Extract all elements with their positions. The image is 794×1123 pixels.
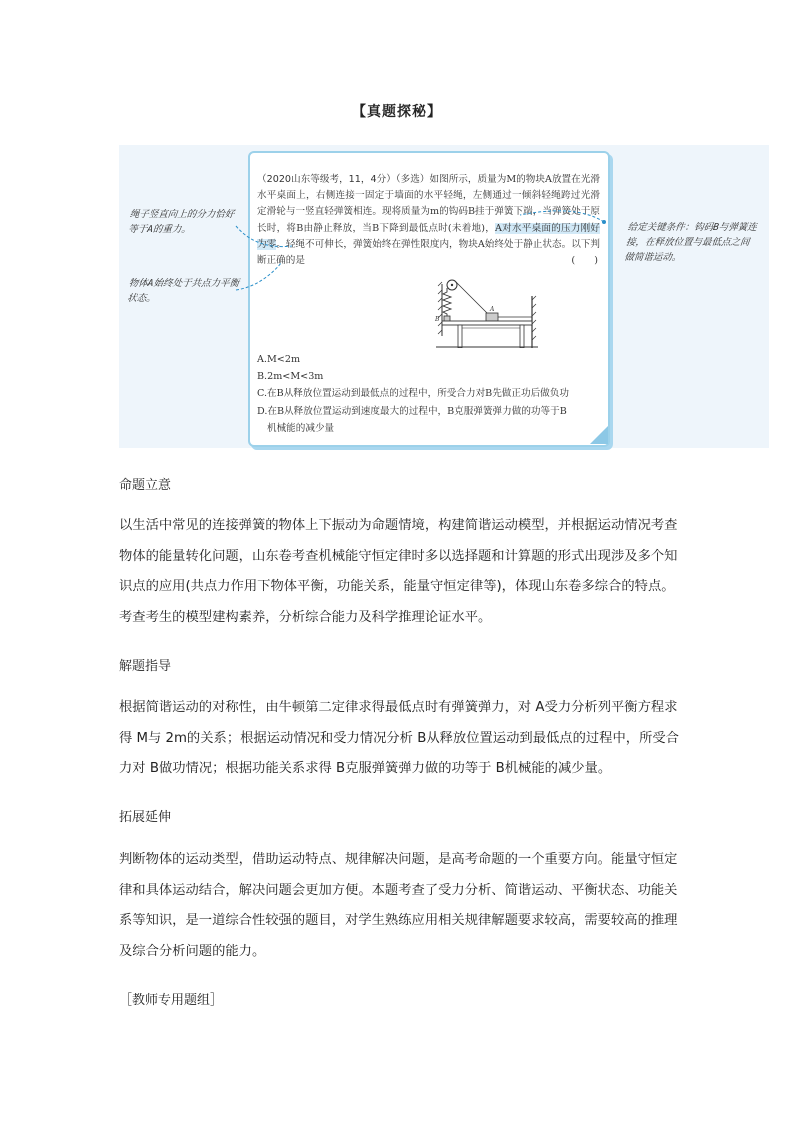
option-d-cont: 机械能的减少量 [267,422,335,434]
option-a: A.M<2m [257,354,301,365]
stem-part2: 。轻绳不可伸长，弹簧始终在弹性限度内，物块A始终处于静止状态。以下判断正确的是 [257,238,601,267]
note-left-bottom: 物体A始终处于共点力平衡状态。 [126,278,240,304]
section-title: 【真题探秘】 [352,104,442,120]
para-extend: 判断物体的运动类型，借助运动特点、规律解决问题，是高考命题的一个重要方向。能量守恒定律和具体运动结合，解决问题会更加方便。本题考查了受力分析、简谐运动、平衡状态、功能关系等知识，是一道综合性较强的题目，对学生熟练应用相关规律解题要求较高，需要较高的推理及综合分析问题的能力。 [119,852,678,960]
heading-guide: 解题指导 [119,659,172,674]
heading-extend: 拓展延伸 [119,810,172,825]
note-left-top: 绳子竖直向上的分力恰好等于A的重力。 [127,209,235,235]
para-intent: 以生活中常见的连接弹簧的物体上下振动为命题情境，构建简谐运动模型，并根据运动情况考查物体的能量转化问题，山东卷考查机械能守恒定律时多以选择题和计算题的形式出现涉及多个知识点的应用(共点力作用下物体平衡，功能关系，能量守恒定律等)，体现山东卷多综合的特点。考查考生的模型建构素养，分析综合能力及科学推理论证水平。 [119,518,678,626]
teacher-group: ［教师专用题组］ [119,993,224,1008]
label-a: A [490,306,495,313]
option-d: D.在B从释放位置运动到速度最大的过程中，B克服弹簧弹力做的功等于B [257,405,567,417]
annotation-arrows [0,0,794,460]
para-guide: 根据简谐运动的对称性，由牛顿第二定律求得最低点时有弹簧弹力，对 A受力分析列平衡方程求得 M与 2m的关系；根据运动情况和受力情况分析 B从释放位置运动到最低点的过程中，所受合力对 B做功情况；根据功能关系求得 B克服弹簧弹力做的功等于 B机械能的减少量。 [119,700,679,777]
option-c: C.在B从释放位置运动到最低点的过程中，所受合力对B先做正功后做负功 [257,388,569,400]
arrow-right [520,211,604,222]
question-source: （2020山东等级考，11，4分）（多选） [257,174,430,185]
option-b: B.2m<M<3m [257,371,324,383]
label-b: B [435,316,440,323]
arrow-left-bottom [236,262,282,290]
stem-highlight: A对水平桌面的压力刚好为零 [257,222,600,250]
heading-intent: 命题立意 [119,478,172,493]
note-right: 给定关键条件：钩码B与弹簧连接，在释放位置与最低点之间做简谐运动。 [623,222,758,263]
arrow-left-top [236,226,292,247]
answer-paren: ( ) [571,255,598,267]
stem-part1: 如图所示，质量为M的物块A放置在光滑水平桌面上，右侧连接一固定于墙面的水平轻绳，左侧通过一倾斜轻绳跨过光滑定滑轮与一竖直轻弹簧相连。现将质量为m的钩码B挂于弹簧下端，当弹簧处于原长时，将B由静止释放，当B下降到最低点时(未着地)， [257,174,600,234]
